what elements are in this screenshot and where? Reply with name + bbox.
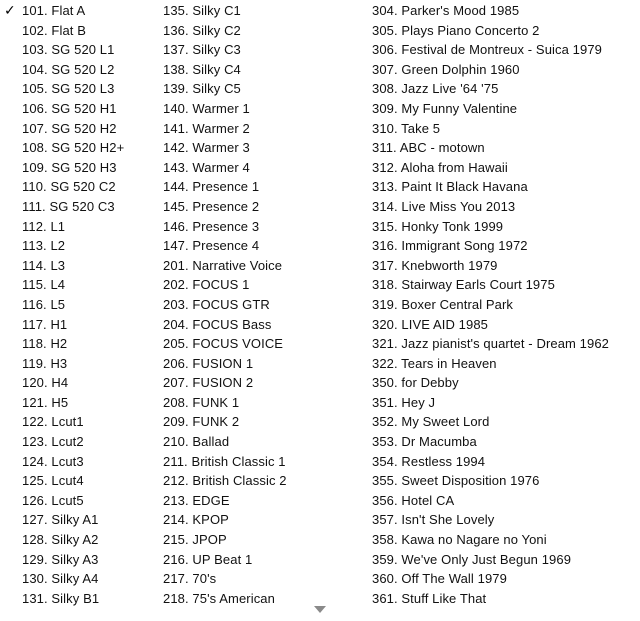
menu-item[interactable]: [366, 315, 638, 335]
menu-item-label: 322. Tears in Heaven: [372, 355, 497, 371]
menu-item[interactable]: [366, 79, 638, 99]
menu-item[interactable]: [366, 510, 638, 530]
menu-item[interactable]: [158, 138, 366, 158]
menu-item-label: 215. JPOP: [163, 532, 227, 548]
menu-item[interactable]: [158, 569, 366, 589]
menu-item[interactable]: [0, 530, 158, 550]
menu-item[interactable]: [158, 432, 366, 452]
menu-item-label: 317. Knebworth 1979: [372, 257, 498, 273]
menu-item-label: 218. 75's American: [163, 590, 275, 606]
menu-item[interactable]: [366, 452, 638, 472]
menu-item-label: 213. EDGE: [163, 492, 230, 508]
menu-item[interactable]: [0, 60, 158, 80]
menu-item-label: 106. SG 520 H1: [22, 100, 117, 116]
menu-item[interactable]: [366, 275, 638, 295]
menu-item[interactable]: [0, 99, 158, 119]
menu-item[interactable]: [0, 79, 158, 99]
menu-item-label: 110. SG 520 C2: [22, 179, 116, 195]
menu-item-label: 135. Silky C1: [163, 3, 241, 18]
menu-item-label: 137. Silky C3: [163, 42, 241, 58]
menu-item[interactable]: [158, 60, 366, 80]
menu-item[interactable]: [0, 40, 158, 60]
menu-item-label: 112. L1: [22, 218, 66, 234]
menu-item-label: 316. Immigrant Song 1972: [372, 238, 528, 254]
menu-item-label: 139. Silky C5: [163, 81, 241, 97]
menu-item-label: 147. Presence 4: [163, 238, 260, 254]
menu-item-label: 125. Lcut4: [22, 473, 84, 489]
menu-item-label: 211. British Classic 1: [163, 453, 286, 469]
menu-item[interactable]: [0, 334, 158, 354]
menu-item-label: 144. Presence 1: [163, 179, 260, 195]
menu-item[interactable]: [158, 1, 366, 21]
menu-item-label: 210. Ballad: [163, 434, 230, 450]
menu-item[interactable]: [158, 550, 366, 570]
menu-item[interactable]: [158, 491, 366, 511]
menu-item-label: 114. L3: [22, 257, 66, 273]
menu-item-label: 313. Paint It Black Havana: [372, 179, 528, 195]
menu-item[interactable]: [158, 393, 366, 413]
menu-item[interactable]: [366, 197, 638, 217]
menu-item-label: 208. FUNK 1: [163, 394, 240, 410]
menu-item-label: 360. Off The Wall 1979: [372, 571, 507, 587]
menu-item-label: 105. SG 520 L3: [22, 81, 115, 97]
menu-item-label: 126. Lcut5: [22, 492, 84, 508]
menu-item[interactable]: [366, 119, 638, 139]
menu-item[interactable]: [366, 217, 638, 237]
menu-item-label: 352. My Sweet Lord: [372, 414, 490, 430]
menu-item-label: 109. SG 520 H3: [22, 159, 117, 175]
menu-item-label: 104. SG 520 L2: [22, 61, 115, 77]
menu-item[interactable]: [158, 79, 366, 99]
menu-item-label: 127. Silky A1: [22, 512, 99, 528]
menu-item[interactable]: [0, 550, 158, 570]
menu-item[interactable]: [0, 373, 158, 393]
menu-item-label: 102. Flat B: [22, 22, 86, 38]
menu-item[interactable]: [366, 471, 638, 491]
menu-item-label: 146. Presence 3: [163, 218, 260, 234]
menu-item-label: 136. Silky C2: [163, 22, 241, 38]
menu-item-label: 103. SG 520 L1: [22, 42, 115, 58]
menu-item[interactable]: [366, 530, 638, 550]
menu-item-label: 116. L5: [22, 296, 66, 312]
menu-item[interactable]: [366, 158, 638, 178]
menu-item[interactable]: [158, 99, 366, 119]
menu-item[interactable]: [0, 1, 158, 21]
menu-item[interactable]: [0, 432, 158, 452]
menu-item[interactable]: [158, 530, 366, 550]
menu-item[interactable]: [0, 275, 158, 295]
menu-item-label: 202. FOCUS 1: [163, 277, 250, 293]
menu-item[interactable]: [0, 510, 158, 530]
menu-item[interactable]: [366, 334, 638, 354]
menu-item-label: 308. Jazz Live '64 '75: [372, 81, 499, 97]
menu-item-label: 319. Boxer Central Park: [372, 296, 514, 312]
menu-item-label: 138. Silky C4: [163, 61, 241, 77]
menu-item-label: 217. 70's: [163, 571, 217, 587]
menu-item-label: 121. H5: [22, 394, 69, 410]
menu-item[interactable]: [0, 21, 158, 41]
menu-item[interactable]: [158, 119, 366, 139]
menu-item-label: 358. Kawa no Nagare no Yoni: [372, 532, 547, 548]
menu-item-label: 309. My Funny Valentine: [372, 100, 518, 116]
menu-item[interactable]: [0, 138, 158, 158]
menu-item[interactable]: [0, 412, 158, 432]
menu-item[interactable]: [0, 236, 158, 256]
menu-item[interactable]: [0, 393, 158, 413]
menu-item-label: 113. L2: [22, 238, 66, 254]
menu-item[interactable]: [0, 471, 158, 491]
menu-item[interactable]: [366, 569, 638, 589]
menu-item-label: 353. Dr Macumba: [372, 434, 477, 450]
menu-item[interactable]: [158, 412, 366, 432]
menu-item[interactable]: [158, 315, 366, 335]
menu-item-label: 206. FUSION 1: [163, 355, 254, 371]
menu-item-label: 306. Festival de Montreux - Suica 1979: [372, 42, 602, 58]
menu-item-label: 119. H3: [22, 355, 68, 371]
menu-item[interactable]: [0, 119, 158, 139]
menu-item-label: 320. LIVE AID 1985: [372, 316, 488, 332]
menu-column-3: [366, 1, 638, 608]
menu-item-label: 214. KPOP: [163, 512, 229, 528]
menu-item[interactable]: [0, 177, 158, 197]
menu-item-label: 354. Restless 1994: [372, 453, 486, 469]
menu-item-label: 131. Silky B1: [22, 590, 100, 606]
menu-item-label: 122. Lcut1: [22, 414, 84, 430]
menu-item[interactable]: [366, 60, 638, 80]
menu-item[interactable]: [158, 256, 366, 276]
menu-item[interactable]: [366, 432, 638, 452]
menu-item-label: 318. Stairway Earls Court 1975: [372, 277, 555, 293]
menu-item[interactable]: [0, 452, 158, 472]
menu-item-label: 351. Hey J: [372, 394, 436, 410]
menu-item-label: 312. Aloha from Hawaii: [372, 159, 508, 175]
menu-item-label: 141. Warmer 2: [163, 120, 250, 136]
menu-item-label: 130. Silky A4: [22, 571, 99, 587]
menu-item[interactable]: [158, 373, 366, 393]
menu-item-label: 310. Take 5: [372, 120, 441, 136]
menu-item-label: 359. We've Only Just Begun 1969: [372, 551, 572, 567]
menu-item[interactable]: [0, 589, 158, 609]
menu-item[interactable]: [366, 393, 638, 413]
menu-item-label: 143. Warmer 4: [163, 159, 250, 175]
menu-item[interactable]: [158, 510, 366, 530]
menu-item[interactable]: [366, 99, 638, 119]
menu-item-label: 305. Plays Piano Concerto 2: [372, 22, 540, 38]
menu-item[interactable]: [158, 471, 366, 491]
menu-item[interactable]: [158, 452, 366, 472]
menu-item-label: 128. Silky A2: [22, 532, 99, 548]
menu-item[interactable]: [158, 21, 366, 41]
menu-item-label: 205. FOCUS VOICE: [163, 336, 284, 352]
menu-item-label: 207. FUSION 2: [163, 375, 254, 391]
menu-item[interactable]: [366, 412, 638, 432]
menu-item[interactable]: [0, 315, 158, 335]
menu-item-label: 216. UP Beat 1: [163, 551, 253, 567]
menu-item[interactable]: [0, 158, 158, 178]
menu-item-label: 209. FUNK 2: [163, 414, 240, 430]
menu-item-label: 307. Green Dolphin 1960: [372, 61, 520, 77]
menu-item-label: 212. British Classic 2: [163, 473, 287, 489]
menu-item[interactable]: [366, 177, 638, 197]
menu-item-label: 357. Isn't She Lovely: [372, 512, 495, 528]
menu-item-label: 321. Jazz pianist's quartet - Dream 1962: [372, 336, 609, 352]
menu-item[interactable]: [366, 40, 638, 60]
menu-item-label: 311. ABC - motown: [372, 140, 485, 156]
menu-item[interactable]: [366, 373, 638, 393]
menu-item-label: 204. FOCUS Bass: [163, 316, 272, 332]
menu-item-label: 145. Presence 2: [163, 198, 260, 214]
menu-item[interactable]: [366, 491, 638, 511]
menu-item[interactable]: [158, 236, 366, 256]
menu-item[interactable]: [366, 1, 638, 21]
menu-item-label: 118. H2: [22, 336, 68, 352]
menu-item-label: 203. FOCUS GTR: [163, 296, 270, 312]
menu-item-label: 124. Lcut3: [22, 453, 84, 469]
menu-item-label: 201. Narrative Voice: [163, 257, 283, 273]
menu-item-label: 355. Sweet Disposition 1976: [372, 473, 540, 489]
menu-item[interactable]: [366, 589, 638, 609]
menu-item[interactable]: [0, 197, 158, 217]
menu-item[interactable]: [366, 21, 638, 41]
scroll-down-arrow-icon[interactable]: [314, 606, 326, 613]
menu-item[interactable]: [158, 295, 366, 315]
menu-item[interactable]: [158, 40, 366, 60]
menu-item[interactable]: [366, 550, 638, 570]
menu-column-1: [0, 1, 158, 608]
menu-item-label: 115. L4: [22, 277, 66, 293]
menu-column-2: [158, 1, 366, 608]
menu-item[interactable]: [366, 295, 638, 315]
menu-item[interactable]: [158, 354, 366, 374]
menu-item[interactable]: [158, 589, 366, 609]
menu-item[interactable]: [158, 197, 366, 217]
menu-item-label: 129. Silky A3: [22, 551, 99, 567]
menu-item-label: 356. Hotel CA: [372, 492, 455, 508]
menu-item-label: 117. H1: [22, 316, 68, 332]
menu-item[interactable]: [0, 569, 158, 589]
menu-item-label: 101. Flat A: [22, 3, 86, 18]
menu-item-label: 315. Honky Tonk 1999: [372, 218, 504, 234]
menu-item-label: 142. Warmer 3: [163, 140, 250, 156]
menu-item[interactable]: [158, 177, 366, 197]
menu-item[interactable]: [0, 491, 158, 511]
menu-item[interactable]: [366, 256, 638, 276]
menu-item[interactable]: [0, 217, 158, 237]
menu-item[interactable]: [366, 236, 638, 256]
menu-item[interactable]: [158, 334, 366, 354]
menu-item[interactable]: [0, 354, 158, 374]
menu-item[interactable]: [158, 217, 366, 237]
menu-item-label: 140. Warmer 1: [163, 100, 250, 116]
menu-item-label: 120. H4: [22, 375, 69, 391]
menu-item[interactable]: [366, 138, 638, 158]
menu-item[interactable]: [0, 256, 158, 276]
menu-item-label: 314. Live Miss You 2013: [372, 198, 516, 214]
menu-item-label: 108. SG 520 H2+: [22, 140, 125, 156]
menu-item-label: 107. SG 520 H2: [22, 120, 117, 136]
menu-item[interactable]: [366, 354, 638, 374]
menu-item[interactable]: [158, 158, 366, 178]
checkmark-icon: ✓: [4, 2, 16, 18]
menu-item[interactable]: [0, 295, 158, 315]
menu-item-label: 123. Lcut2: [22, 434, 84, 450]
menu-item-label: 350. for Debby: [372, 375, 459, 391]
menu-item-label: 111. SG 520 C3: [22, 198, 115, 214]
menu-item[interactable]: [158, 275, 366, 295]
menu-item-label: 304. Parker's Mood 1985: [372, 3, 520, 18]
menu-item-label: 361. Stuff Like That: [372, 590, 487, 606]
